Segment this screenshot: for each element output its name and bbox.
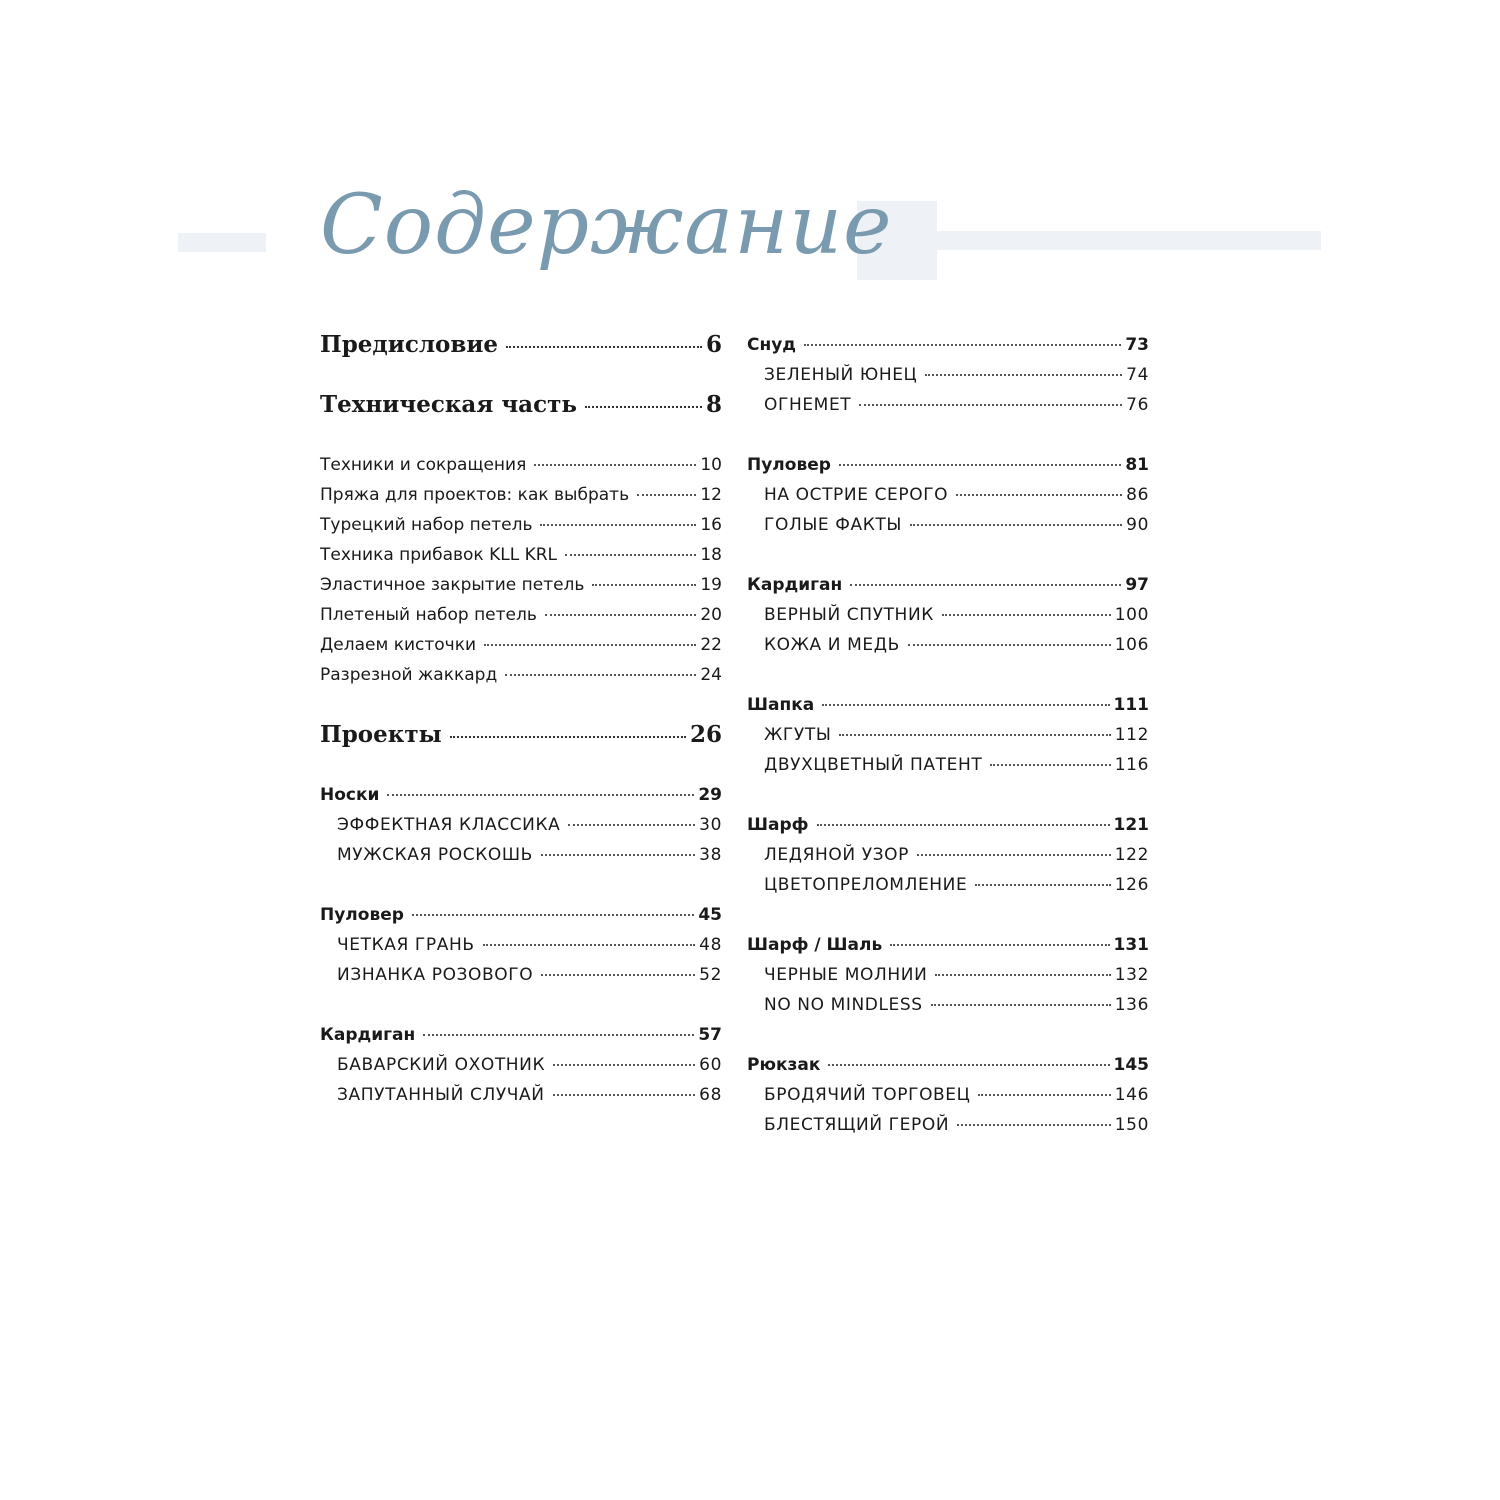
toc-page-number: 112 bbox=[1114, 725, 1149, 745]
toc-entry-label: МУЖСКАЯ РОСКОШЬ bbox=[337, 845, 533, 865]
toc-page-number: 6 bbox=[705, 331, 722, 358]
toc-technique-entry bbox=[320, 450, 722, 480]
spacer bbox=[320, 360, 722, 390]
toc-entry-label: ДВУХЦВЕТНЫЙ ПАТЕНТ bbox=[764, 755, 983, 775]
toc-project-entry bbox=[320, 960, 722, 990]
toc-page-number: 150 bbox=[1114, 1115, 1149, 1135]
dot-leader bbox=[637, 493, 696, 496]
toc-page-number: 121 bbox=[1113, 815, 1149, 835]
spacer bbox=[747, 420, 1149, 450]
toc-project-entry bbox=[320, 840, 722, 870]
dot-leader bbox=[828, 1063, 1109, 1066]
toc-technique-entry bbox=[320, 540, 722, 570]
toc-project-entry bbox=[747, 960, 1149, 990]
toc-project-entry bbox=[747, 360, 1149, 390]
toc-page-number: 16 bbox=[700, 515, 722, 535]
dot-leader bbox=[387, 793, 694, 796]
dot-leader bbox=[957, 1123, 1111, 1126]
toc-page-number: 116 bbox=[1114, 755, 1149, 775]
toc-technique-entry bbox=[320, 570, 722, 600]
toc-page-number: 100 bbox=[1114, 605, 1149, 625]
toc-entry-label: Пуловер bbox=[320, 905, 404, 925]
dot-leader bbox=[978, 1093, 1110, 1096]
dot-leader bbox=[817, 823, 1110, 826]
toc-category-entry bbox=[320, 1020, 722, 1050]
toc-entry-label: ЦВЕТОПРЕЛОМЛЕНИЕ bbox=[764, 875, 968, 895]
toc-category-entry bbox=[747, 930, 1149, 960]
toc-category-entry bbox=[747, 690, 1149, 720]
dot-leader bbox=[540, 523, 696, 526]
dot-leader bbox=[910, 523, 1122, 526]
dot-leader bbox=[850, 583, 1121, 586]
toc-category-entry bbox=[747, 570, 1149, 600]
toc-entry-label: ВЕРНЫЙ СПУТНИК bbox=[764, 605, 934, 625]
page-title: Содержание bbox=[320, 178, 893, 273]
toc-page-number: 145 bbox=[1113, 1055, 1149, 1075]
dot-leader bbox=[541, 973, 695, 976]
dot-leader bbox=[553, 1093, 696, 1096]
toc-section-projects bbox=[320, 720, 722, 750]
toc-project-entry bbox=[747, 390, 1149, 420]
dot-leader bbox=[890, 943, 1109, 946]
toc-right-column bbox=[747, 330, 1149, 1140]
toc-project-entry bbox=[320, 810, 722, 840]
toc-entry-label: ЧЕРНЫЕ МОЛНИИ bbox=[764, 965, 928, 985]
toc-page-number: 29 bbox=[698, 785, 722, 805]
toc-entry-label: Техника прибавок KLL KRL bbox=[320, 545, 558, 565]
spacer bbox=[320, 420, 722, 450]
toc-entry-label: Носки bbox=[320, 785, 380, 805]
dot-leader bbox=[450, 735, 686, 738]
toc-project-entry bbox=[747, 750, 1149, 780]
toc-page-number: 8 bbox=[705, 391, 722, 418]
spacer bbox=[747, 540, 1149, 570]
toc-technique-entry bbox=[320, 510, 722, 540]
dot-leader bbox=[483, 943, 696, 946]
toc-entry-label: ЧЕТКАЯ ГРАНЬ bbox=[337, 935, 475, 955]
dot-leader bbox=[553, 1063, 695, 1066]
toc-page-number: 12 bbox=[700, 485, 722, 505]
toc-project-entry bbox=[747, 870, 1149, 900]
dot-leader bbox=[975, 883, 1110, 886]
dot-leader bbox=[942, 613, 1111, 616]
toc-project-entry bbox=[747, 600, 1149, 630]
spacer bbox=[320, 990, 722, 1020]
toc-entry-label: НА ОСТРИЕ СЕРОГО bbox=[764, 485, 949, 505]
decor-bar-left bbox=[178, 233, 266, 252]
dot-leader bbox=[484, 643, 696, 646]
dot-leader bbox=[990, 763, 1110, 766]
toc-entry-label: Техники и сокращения bbox=[320, 455, 527, 475]
toc-entry-label: Техническая часть bbox=[320, 391, 577, 418]
toc-technique-entry bbox=[320, 660, 722, 690]
dot-leader bbox=[568, 823, 695, 826]
toc-project-entry bbox=[747, 480, 1149, 510]
toc-technique-entry bbox=[320, 600, 722, 630]
dot-leader bbox=[935, 973, 1110, 976]
toc-entry-label: Предисловие bbox=[320, 331, 499, 358]
dot-leader bbox=[931, 1003, 1111, 1006]
toc-entry-label: ИЗНАНКА РОЗОВОГО bbox=[337, 965, 534, 985]
dot-leader bbox=[534, 463, 696, 466]
dot-leader bbox=[804, 343, 1121, 346]
toc-project-entry bbox=[747, 510, 1149, 540]
dot-leader bbox=[565, 553, 696, 556]
toc-category-entry bbox=[747, 1050, 1149, 1080]
toc-page-number: 136 bbox=[1114, 995, 1149, 1015]
toc-page-number: 97 bbox=[1125, 575, 1149, 595]
dot-leader bbox=[585, 405, 702, 408]
toc-entry-label: Рюкзак bbox=[747, 1055, 821, 1075]
toc-project-entry bbox=[747, 1110, 1149, 1140]
toc-page-number: 122 bbox=[1114, 845, 1149, 865]
toc-entry-label: ЗЕЛЕНЫЙ ЮНЕЦ bbox=[764, 365, 918, 385]
toc-project-entry bbox=[747, 720, 1149, 750]
toc-section-technical bbox=[320, 390, 722, 420]
spacer bbox=[320, 750, 722, 780]
dot-leader bbox=[545, 613, 696, 616]
toc-project-entry bbox=[320, 1080, 722, 1110]
toc-category-entry bbox=[747, 330, 1149, 360]
toc-entry-label: БРОДЯЧИЙ ТОРГОВЕЦ bbox=[764, 1085, 971, 1105]
toc-technique-entry bbox=[320, 630, 722, 660]
dot-leader bbox=[505, 673, 696, 676]
toc-entry-label: ГОЛЫЕ ФАКТЫ bbox=[764, 515, 902, 535]
toc-entry-label: КОЖА И МЕДЬ bbox=[764, 635, 900, 655]
toc-page-number: 126 bbox=[1114, 875, 1149, 895]
toc-page-number: 38 bbox=[699, 845, 722, 865]
toc-category-entry bbox=[320, 780, 722, 810]
toc-entry-label: ЖГУТЫ bbox=[764, 725, 832, 745]
toc-page-number: 68 bbox=[699, 1085, 722, 1105]
toc-page-number: 24 bbox=[700, 665, 722, 685]
toc-project-entry bbox=[747, 630, 1149, 660]
toc-entry-label: ЛЕДЯНОЙ УЗОР bbox=[764, 845, 909, 865]
toc-entry-label: Турецкий набор петель bbox=[320, 515, 533, 535]
toc-page-number: 74 bbox=[1126, 365, 1149, 385]
toc-project-entry bbox=[320, 1050, 722, 1080]
toc-page-number: 48 bbox=[699, 935, 722, 955]
toc-entry-label: Плетеный набор петель bbox=[320, 605, 537, 625]
dot-leader bbox=[917, 853, 1111, 856]
toc-page-number: 18 bbox=[700, 545, 722, 565]
toc-page-number: 30 bbox=[699, 815, 722, 835]
toc-technique-entry bbox=[320, 480, 722, 510]
toc-entry-label: ЗАПУТАННЫЙ СЛУЧАЙ bbox=[337, 1085, 545, 1105]
toc-page-number: 19 bbox=[700, 575, 722, 595]
dot-leader bbox=[956, 493, 1122, 496]
toc-page-number: 73 bbox=[1125, 335, 1149, 355]
dot-leader bbox=[839, 733, 1110, 736]
spacer bbox=[320, 870, 722, 900]
dot-leader bbox=[506, 345, 702, 348]
toc-entry-label: Снуд bbox=[747, 335, 797, 355]
toc-entry-label: Разрезной жаккард bbox=[320, 665, 498, 685]
dot-leader bbox=[908, 643, 1111, 646]
toc-entry-label: Эластичное закрытие петель bbox=[320, 575, 585, 595]
toc-category-entry bbox=[747, 810, 1149, 840]
toc-page-number: 86 bbox=[1126, 485, 1149, 505]
toc-page-number: 81 bbox=[1125, 455, 1149, 475]
dot-leader bbox=[822, 703, 1109, 706]
toc-entry-label: Шапка bbox=[747, 695, 815, 715]
toc-page-number: 131 bbox=[1113, 935, 1149, 955]
dot-leader bbox=[412, 913, 694, 916]
toc-entry-label: ЭФФЕКТНАЯ КЛАССИКА bbox=[337, 815, 561, 835]
toc-page-number: 90 bbox=[1126, 515, 1149, 535]
toc-entry-label: ОГНЕМЕТ bbox=[764, 395, 852, 415]
decor-bar-right bbox=[937, 231, 1321, 250]
spacer bbox=[747, 900, 1149, 930]
toc-entry-label: Делаем кисточки bbox=[320, 635, 477, 655]
toc-entry-label: Шарф bbox=[747, 815, 809, 835]
toc-page-number: 106 bbox=[1114, 635, 1149, 655]
toc-page-number: 76 bbox=[1126, 395, 1149, 415]
toc-page-number: 22 bbox=[700, 635, 722, 655]
toc-entry-label: Проекты bbox=[320, 721, 442, 748]
toc-page-number: 20 bbox=[700, 605, 722, 625]
toc-page-number: 52 bbox=[699, 965, 722, 985]
dot-leader bbox=[859, 403, 1122, 406]
toc-section-preface bbox=[320, 330, 722, 360]
toc-left-column bbox=[320, 330, 722, 1110]
dot-leader bbox=[592, 583, 696, 586]
toc-page-number: 26 bbox=[689, 721, 722, 748]
spacer bbox=[747, 660, 1149, 690]
toc-entry-label: NO NO MINDLESS bbox=[764, 995, 923, 1015]
toc-page-number: 60 bbox=[699, 1055, 722, 1075]
dot-leader bbox=[541, 853, 695, 856]
spacer bbox=[320, 690, 722, 720]
dot-leader bbox=[839, 463, 1121, 466]
spacer bbox=[747, 780, 1149, 810]
toc-page-number: 45 bbox=[698, 905, 722, 925]
toc-project-entry bbox=[747, 840, 1149, 870]
spacer bbox=[747, 1020, 1149, 1050]
toc-entry-label: БЛЕСТЯЩИЙ ГЕРОЙ bbox=[764, 1115, 950, 1135]
toc-page-number: 10 bbox=[700, 455, 722, 475]
toc-page-number: 111 bbox=[1113, 695, 1149, 715]
toc-entry-label: Кардиган bbox=[747, 575, 843, 595]
toc-entry-label: Пряжа для проектов: как выбрать bbox=[320, 485, 630, 505]
toc-entry-label: Кардиган bbox=[320, 1025, 416, 1045]
toc-category-entry bbox=[747, 450, 1149, 480]
toc-page-number: 146 bbox=[1114, 1085, 1149, 1105]
toc-project-entry bbox=[747, 1080, 1149, 1110]
toc-page-number: 132 bbox=[1114, 965, 1149, 985]
toc-category-entry bbox=[320, 900, 722, 930]
toc-project-entry bbox=[747, 990, 1149, 1020]
toc-entry-label: Шарф / Шаль bbox=[747, 935, 883, 955]
dot-leader bbox=[925, 373, 1122, 376]
toc-entry-label: Пуловер bbox=[747, 455, 831, 475]
toc-entry-label: БАВАРСКИЙ ОХОТНИК bbox=[337, 1055, 546, 1075]
dot-leader bbox=[423, 1033, 694, 1036]
toc-page-number: 57 bbox=[698, 1025, 722, 1045]
toc-project-entry bbox=[320, 930, 722, 960]
